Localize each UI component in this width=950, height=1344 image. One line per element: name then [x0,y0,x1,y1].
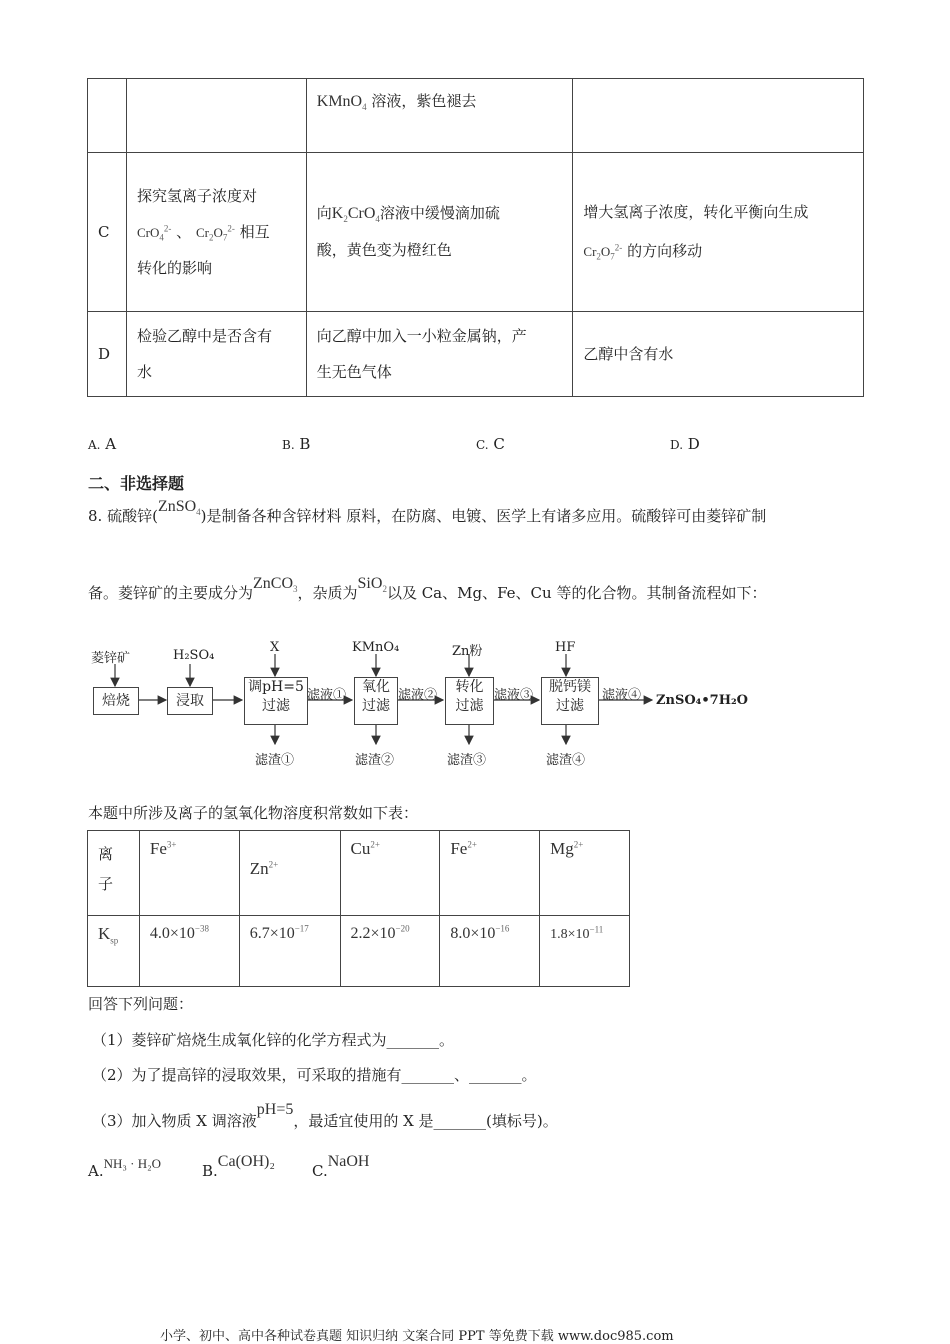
x-option-a[interactable]: A.NH₃ · H₂O [88,1156,162,1180]
flow-box-convert: 转化 过滤 [445,677,494,725]
choice-b[interactable]: B. B [282,435,311,453]
ksp-header-ion: 离 子 [88,831,140,916]
x-option-b[interactable]: B.Ca(OH)₂ [202,1153,275,1180]
flow-box-roast: 焙烧 [93,687,139,715]
sub-question-2: （2）为了提高锌的浸取效果，可采取的措施有_______、_______。 [92,1066,537,1084]
flow-filtrate-4: 滤液④ [602,688,642,703]
flow-box-adjust-ph: 调pH=5 过滤 [244,677,308,725]
table-cell: 探究氢离子浓度对 CrO$_4^{2-}$ 、 $Cr_2O_7^{2-}$ 相互 转化的影响 [126,153,306,312]
flow-kmno4-label: KMnO₄ [352,640,400,655]
choice-d[interactable]: D. D [670,435,700,453]
row-label: D [88,312,127,397]
table-cell: 检验乙醇中是否含有 水 [126,312,306,397]
flow-filtrate-2: 滤液② [398,688,438,703]
choice-a[interactable]: A. A [88,435,117,453]
flow-zn-label: Zn粉 [452,644,483,659]
flow-residue-3: 滤渣③ [447,753,487,768]
flow-x-label: X [270,640,280,655]
sub-question-1: （1）菱锌矿焙烧生成氧化锌的化学方程式为_______。 [92,1031,455,1049]
answer-intro: 回答下列问题： [88,995,194,1013]
x-option-c[interactable]: C.NaOH [312,1153,370,1180]
flow-hf-label: HF [555,640,576,655]
ksp-table [87,830,630,987]
ksp-ion-cell: $Fe^{3+}$ [139,831,239,916]
ksp-value: $8.0\times 10^{-16}$ [440,916,540,987]
ksp-ion-cell: $Fe^{2+}$ [440,831,540,916]
ksp-value: $6.7\times 10^{-17}$ [239,916,340,987]
flow-box-remove-ca-mg: 脱钙镁 过滤 [541,677,599,725]
section-title: 二、非选择题 [88,474,185,493]
table-cell: KMnO$_4$ 溶液，紫色褪去 [306,79,573,153]
question-8-line1: 8. 硫酸锌(ZnSO$_4$)是制备各种含锌材料 原料，在防腐、电镀、医学上有诸多应用。硫酸锌可由菱锌矿制 [88,498,767,525]
ksp-header-row [88,831,630,916]
ksp-ion-cell: $Zn^{2+}$ [239,831,340,916]
table-cell: 增大氢离子浓度，转化平衡向生成 $Cr_2O_7^{2-}$ 的方向移动 [573,153,864,312]
flow-residue-1: 滤渣① [255,753,295,768]
row-label: C [88,153,127,312]
flow-box-leach: 浸取 [167,687,213,715]
ksp-intro: 本题中所涉及离子的氢氧化物溶度积常数如下表： [88,804,419,822]
flow-filtrate-1: 滤液① [307,688,347,703]
ksp-label: $K_{sp}$ [88,916,140,987]
flow-h2so4-label: H₂SO₄ [173,648,215,663]
ksp-value: $2.2\times 10^{-20}$ [340,916,440,987]
ksp-value: $4.0\times 10^{-38}$ [139,916,239,987]
ksp-ion-cell: $Cu^{2+}$ [340,831,440,916]
question-8-line2: 备。菱锌矿的主要成分为ZnCO$_3$，杂质为SiO$_2$以及 Ca、Mg、Fe、Cu 等的化合物。其制备流程如下： [88,575,767,602]
table-cell: 向$K_2CrO_4$溶液中缓慢滴加硫 酸，黄色变为橙红色 [306,153,573,312]
ksp-ion-cell: $Mg^{2+}$ [540,831,630,916]
flow-residue-2: 滤渣② [355,753,395,768]
table-cell: 乙醇中含有水 [573,312,864,397]
ksp-value: $1.8\times 10^{-11}$ [540,916,630,987]
flow-residue-4: 滤渣④ [546,753,586,768]
flow-box-oxidize: 氧化 过滤 [354,677,398,725]
choice-c[interactable]: C. C [476,435,505,453]
flow-product: ZnSO₄•7H₂O [656,693,749,708]
table-cell: 向乙醇中加入一小粒金属钠，产 生无色气体 [306,312,573,397]
flow-filtrate-3: 滤液③ [494,688,534,703]
sub-question-3: （3）加入物质 X 调溶液pH=5，最适宜使用的 X 是_______(填标号)。 [92,1101,558,1130]
flow-start-label: 菱锌矿 [91,651,131,666]
page-footer: 小学、初中、高中各种试卷真题 知识归纳 文案合同 PPT 等免费下载 www.doc985.com [160,1329,674,1344]
ksp-value-row [88,916,630,987]
